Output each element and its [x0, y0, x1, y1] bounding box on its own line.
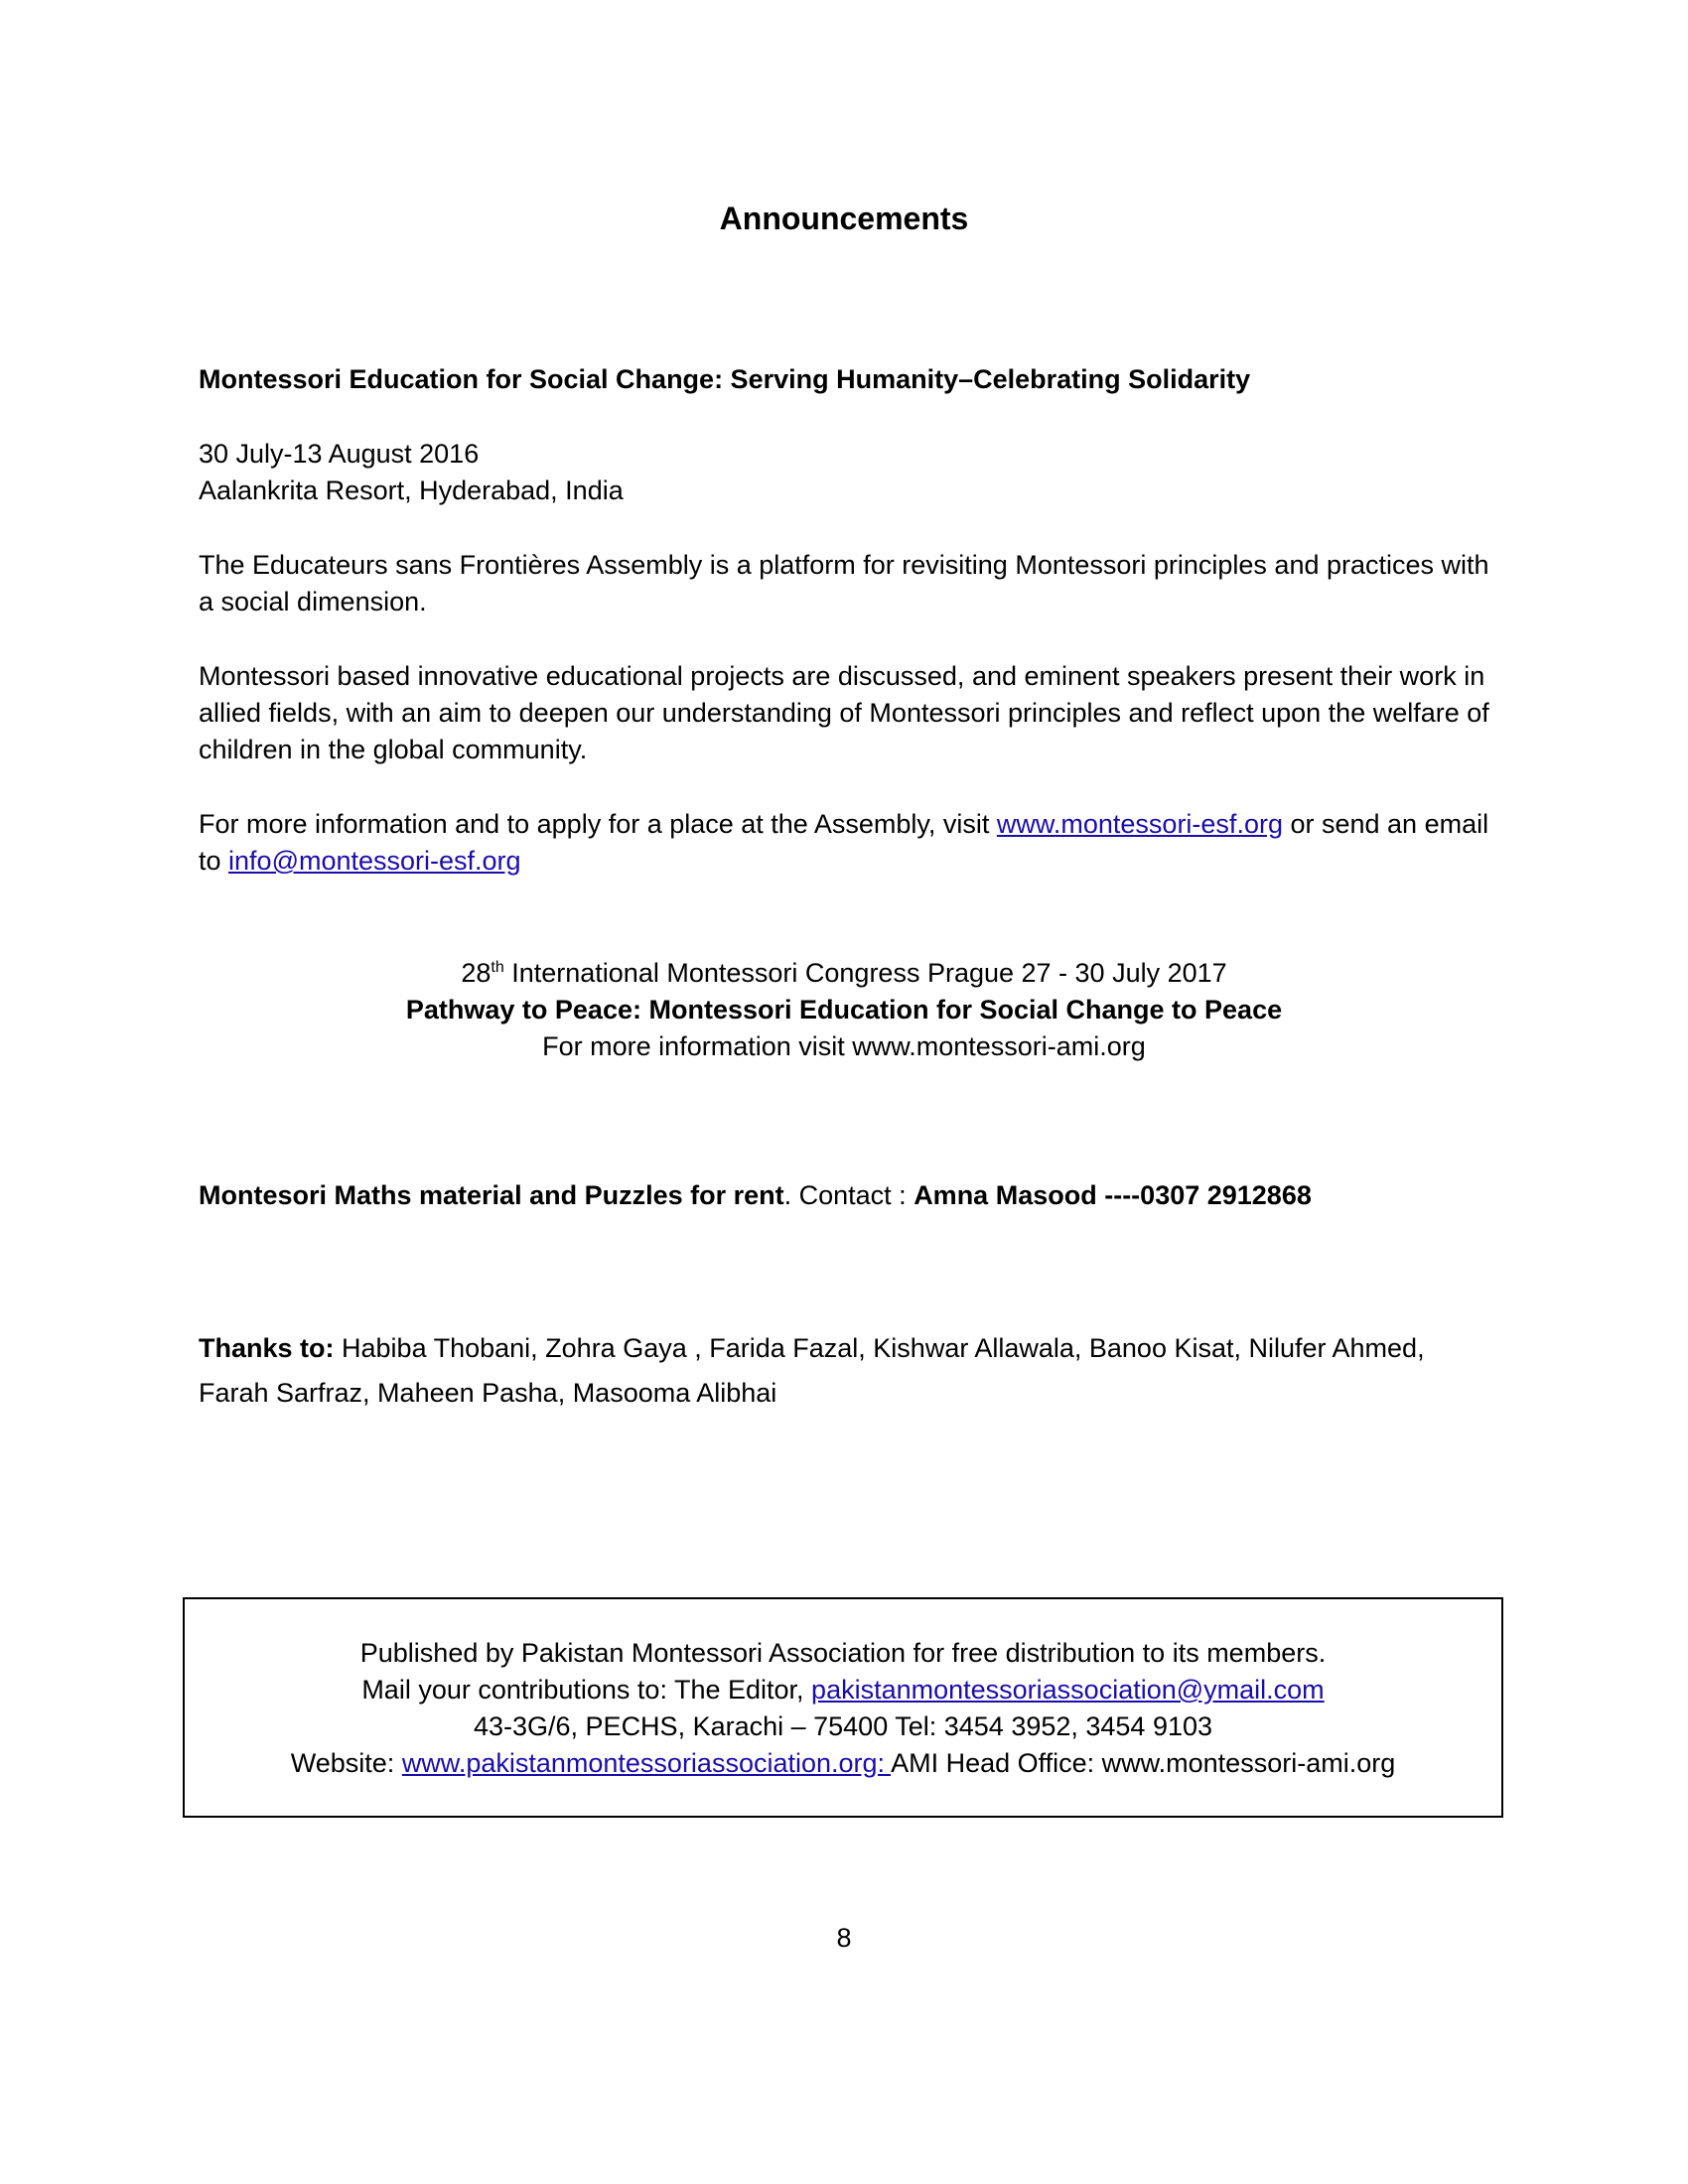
event-dates: 30 July-13 August 2016	[199, 439, 480, 469]
footer-editor-email-link[interactable]: pakistanmontessoriassociation@ymail.com	[811, 1675, 1325, 1705]
congress-ordinal-suffix: th	[491, 959, 504, 976]
footer-contributions-line	[185, 1672, 1501, 1708]
footer-contributions-label: Mail your contributions to: The Editor,	[361, 1675, 812, 1705]
esf-email-link[interactable]: info@montessori-esf.org	[228, 846, 521, 876]
publisher-footer-box	[183, 1597, 1503, 1818]
thanks-label: Thanks to:	[199, 1333, 335, 1363]
publisher-footer-text	[185, 1635, 1501, 1782]
event-details-paragraph: Montessori based innovative educational projects are discussed, and eminent speakers present their work in allied fields, with an aim to deepen our understanding of Montessori principles and reflect upon the welfare of children in the global community.	[199, 661, 1489, 764]
thanks-names-line-2: Farah Sarfraz, Maheen Pasha, Masooma Alibhai	[199, 1378, 777, 1408]
footer-published-by: Published by Pakistan Montessori Association for free distribution to its members.	[359, 1638, 1327, 1668]
rent-contact-details: Amna Masood ----0307 2912868	[914, 1180, 1312, 1210]
event-info-paragraph	[199, 806, 1499, 880]
info-text-before: For more information and to apply for a place at the Assembly, visit	[199, 809, 997, 839]
congress-theme: Pathway to Peace: Montessori Education for Social Change to Peace	[405, 995, 1283, 1024]
congress-info: For more information visit www.montessori-ami.org	[542, 1031, 1146, 1061]
footer-website-label: Website:	[290, 1748, 402, 1778]
rent-announcement	[199, 1177, 1499, 1214]
event-title: Montessori Education for Social Change: Serving Humanity–Celebrating Solidarity	[199, 364, 1251, 394]
congress-title: International Montessori Congress Prague 27 - 30 July 2017	[503, 958, 1227, 988]
info-text-mid: or send an email to	[199, 809, 1489, 876]
footer-address: 43-3G/6, PECHS, Karachi – 75400 Tel: 3454 3952, 3454 9103	[473, 1711, 1213, 1741]
rent-material-text: Montesori Maths material and Puzzles for rent	[199, 1180, 784, 1210]
congress-number: 28	[461, 958, 492, 988]
esf-website-link[interactable]: www.montessori-esf.org	[996, 809, 1283, 839]
event-description-paragraph: The Educateurs sans Frontières Assembly is a platform for revisiting Montessori principles and practices with a social dimension.	[199, 550, 1489, 616]
footer-website-link[interactable]: www.pakistanmontessoriassociation.org:	[401, 1748, 892, 1778]
page-heading: Announcements	[719, 201, 969, 236]
event-venue: Aalankrita Resort, Hyderabad, India	[199, 476, 624, 505]
footer-website-line	[185, 1745, 1501, 1782]
page-number: 8	[836, 1923, 852, 1953]
rent-contact-label: . Contact :	[783, 1180, 914, 1210]
congress-line-1	[0, 955, 1688, 992]
thanks-section	[199, 1326, 1499, 1416]
thanks-names-line-1: Habiba Thobani, Zohra Gaya , Farida Fazal, Kishwar Allawala, Banoo Kisat, Nilufer Ahmed,	[334, 1333, 1425, 1363]
footer-ami-office: AMI Head Office: www.montessori-ami.org	[891, 1748, 1396, 1778]
